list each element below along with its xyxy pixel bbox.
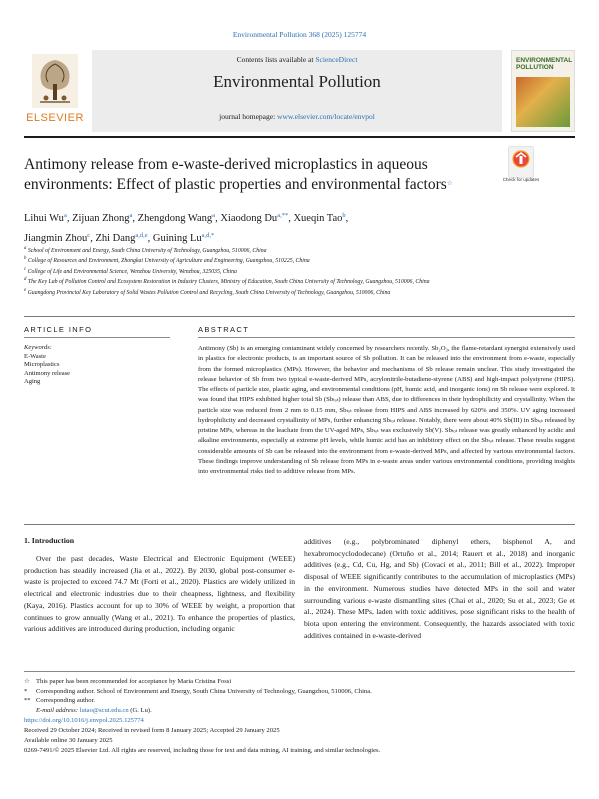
- keyword-item: Antimony release: [24, 369, 71, 377]
- affiliation-text: The Key Lab of Pollution Control and Ecosystem Restoration in Industry Clusters, Ministry of Education, South China University of Technology, Guangzhou, 510006, China: [27, 279, 430, 286]
- footnotes: [24, 677, 575, 715]
- article-info-heading: ARTICLE INFO: [24, 325, 93, 334]
- affiliation-text: College of Life and Environmental Science, Wenzhou University, Wenzhou, 325035, China: [27, 268, 237, 275]
- elsevier-logo[interactable]: [24, 50, 86, 132]
- affiliation-text: Guangdong Provincial Key Laboratory of Solid Wastes Pollution Control and Recycling, South China University of Technology, Guangzhou, 510006, China: [27, 289, 391, 296]
- body-divider: [24, 524, 575, 525]
- affiliation-mark: e: [24, 287, 27, 293]
- journal-reference[interactable]: Environmental Pollution 368 (2025) 125774: [232, 30, 367, 39]
- author-affiliation-mark[interactable]: c: [87, 232, 91, 239]
- author-name[interactable]: Jiangmin Zhou: [24, 233, 88, 244]
- author-affiliation-mark[interactable]: a: [129, 212, 133, 219]
- affiliation-mark: d: [24, 277, 27, 283]
- author-name[interactable]: Xiaodong Du: [220, 213, 278, 224]
- affiliation-text: College of Resources and Environment, Zhongkai University of Agriculture and Engineering, Guangzhou, 510225, China: [27, 258, 310, 265]
- section-heading-introduction: 1. Introduction: [24, 536, 75, 545]
- sciencedirect-link[interactable]: ScienceDirect: [315, 55, 358, 64]
- footnote-item: [24, 687, 575, 697]
- check-for-updates-label: Check for updates: [502, 177, 540, 182]
- email-suffix: (G. Lu).: [128, 706, 152, 714]
- footnote-item: [24, 696, 575, 706]
- author-name[interactable]: Zijuan Zhong: [72, 213, 130, 224]
- article-title-text: Antimony release from e-waste-derived microplastics in aqueous environments: Effect of plastic properties and environmental factors: [24, 156, 447, 193]
- author-affiliation-mark[interactable]: a: [63, 212, 67, 219]
- affiliation-item: [24, 287, 575, 297]
- homepage-prefix: journal homepage:: [219, 112, 278, 121]
- article-title: [24, 155, 504, 194]
- journal-header: [24, 50, 575, 132]
- author-affiliation-mark[interactable]: a,d,*: [201, 232, 215, 239]
- author-name[interactable]: Zhengdong Wang: [137, 213, 213, 224]
- abstract-body: Antimony (Sb) is an emerging contaminant widely concerned by researchers recently. Sb₂O₃, the flame-retardant synergist extensively used in plastics for electronic products, is an important source of Sb pollution. It can be released into the environment from e-waste, especially from the formed microplastics (MPs). However, the behavior and mechanisms of Sb release remain unclear. This study investigated the release behavior of Sb from two typical e-waste-derived MPs, acrylonitrile-butadiene-styrene (ABS) and high-impact polystyrene (HIPS). The effects of particle size, plastic aging, and environmental conditions (pH, humic acid, and inorganic ions) on Sb release were explored. It was found that HIPS exhibited higher total Sb (Sbₜₒₜ) release than ABS, due to differences in their hydrophilicity and crystallinity. When the particle size was reduced from 2 mm to 0.15 mm, Sbₜₒₜ release from HIPS and ABS increased by 620% and 350%. UV aging increased hydrophilicity and decreased crystallinity of MPs, further enhancing Sbₜₒₜ release. Notably, there were about 40% Sb(III) in Sbₜₒₜ released by pristine MPs, whereas in the leachate from the UV-aged MPs, Sbₜₒₜ was exclusively Sb(V). Sbₜₒₜ release was greatly enhanced by acidic and alkaline environments, especially at extreme pH levels, while humic acid has an inhibitory effect on the Sbₜₒₜ release. These results suggest considerable amounts of Sb can be released into the environment from e-waste-derived MPs, and affected by various environmental factors. These findings improve understanding of Sb release from MPs in e-waste areas under various environmental conditions, providing insights into environmental risks tied to additive release from MPs.: [198, 345, 575, 475]
- header-divider: [24, 136, 575, 138]
- article-info-divider: [24, 337, 170, 338]
- affiliation-item: [24, 266, 575, 276]
- abstract-divider: [198, 337, 575, 338]
- author-name[interactable]: Zhi Dang: [95, 233, 136, 244]
- publication-info: [24, 716, 575, 756]
- author-name[interactable]: Lihui Wu: [24, 213, 64, 224]
- contents-available-line: [92, 55, 502, 64]
- available-online-date: Available online 30 January 2025: [24, 737, 113, 744]
- email-label: E-mail address:: [36, 706, 80, 714]
- intro-paragraph-right: additives (e.g., polybrominated diphenyl ethers, bisphenol A, and hexabromocyclododecane) (Ortuño et al., 2014; Rauert et al., 2018) and inorganic additives (e.g., Cd, Cu, Hg, and Sb) (Covaci et al., 2011; Bill et al., 2022). Improper disposal of WEEE significantly contributes to the accumulation of microplastics (MPs) in the environment. Numerous studies have detected MPs in the soil and water surrounding various e-waste dismantling sites (Chai et al., 2020; Su et al., 2023; Ge et al., 2024). These MPs, laden with toxic additives, pose significant risks to the health of biota upon entering the environment. Consequently, the hazards associated with toxic additives contained in e-waste-derived: [304, 537, 575, 640]
- intro-paragraph-left: Over the past decades, Waste Electrical and Electronic Equipment (WEEE) production has steadily increased (Jia et al., 2022). By 2030, global post-consumer e-waste is projected to exceed 74.7 Mt (Forti et al., 2020). Plastics are widely utilized in electrical and electronic industries due to their cheapness, lightness, and flexibility (Kaya, 2016). Plastics account for up to 30% of WEEE by weight, a proportion that continues to grow annually (Wang et al., 2021). To enhance the properties of plastics, various additives are introduced during production, including organic: [24, 554, 295, 634]
- footnote-text: Corresponding author.: [36, 697, 95, 704]
- publisher-name: ELSEVIER: [26, 112, 84, 124]
- keyword-item: Microplastics: [24, 361, 60, 368]
- affiliation-mark: c: [24, 266, 27, 272]
- footnote-divider: [24, 671, 575, 672]
- footnote-email: [24, 706, 575, 716]
- affiliation-item: [24, 245, 575, 255]
- journal-homepage-link[interactable]: www.elsevier.com/locate/envpol: [277, 112, 375, 121]
- copyright-notice: 0269-7491/© 2025 Elsevier Ltd. All rights are reserved, including those for text and data mining, AI training, and similar technologies.: [24, 747, 381, 754]
- cover-image: [516, 77, 570, 127]
- keywords-block: [24, 344, 170, 387]
- author-affiliation-mark[interactable]: a: [212, 212, 216, 219]
- author-name[interactable]: Guining Lu: [152, 233, 202, 244]
- title-footnote-mark[interactable]: ☆: [446, 180, 453, 187]
- footnote-mark: ☆: [24, 678, 30, 685]
- header-banner: [92, 50, 502, 132]
- author-affiliation-mark[interactable]: a,**: [277, 212, 289, 219]
- journal-homepage-line: [92, 112, 502, 121]
- affiliation-item: [24, 255, 575, 265]
- author-line-2: Jiangmin Zhou$^c$, Zhi Dang$^{a,d,e}$, Guining $Lu^{a,d,*}$: [24, 232, 215, 244]
- section-divider: [24, 316, 575, 317]
- doi-link[interactable]: https://doi.org/10.1016/j.envpol.2025.125774: [24, 717, 144, 724]
- affiliation-text: School of Environment and Energy, South China University of Technology, Guangzhou, 510006, China: [27, 247, 267, 254]
- footnote-item: [24, 677, 575, 687]
- footnote-mark: **: [24, 697, 31, 704]
- footnote-mark: *: [24, 687, 28, 695]
- contents-prefix: Contents lists available at: [236, 55, 316, 64]
- keyword-item: E-Waste: [24, 352, 46, 360]
- keyword-item: Aging: [24, 378, 41, 385]
- affiliation-item: [24, 276, 575, 286]
- email-link[interactable]: lutao@scut.edu.cn: [79, 706, 129, 714]
- author-list: [24, 207, 575, 247]
- author-name[interactable]: Xueqin Tao: [293, 213, 343, 224]
- cover-title: ENVIRONMENTAL POLLUTION: [516, 57, 573, 71]
- elsevier-tree-icon: [32, 54, 78, 108]
- keywords-label: Keywords:: [24, 344, 52, 351]
- author-affiliation-mark[interactable]: a,d,e: [135, 232, 148, 239]
- journal-cover-thumbnail[interactable]: [511, 50, 575, 132]
- check-for-updates-icon[interactable]: [508, 146, 534, 178]
- affiliation-mark: a: [24, 246, 27, 251]
- received-dates: Received 29 October 2024; Received in revised form 8 January 2025; Accepted 29 January 2025: [24, 727, 280, 734]
- footnote-text: This paper has been recommended for acceptance by Maria Cristina Fossi: [36, 678, 232, 685]
- author-affiliation-mark[interactable]: b: [342, 212, 346, 219]
- affiliation-list: [24, 245, 575, 297]
- footnote-text: Corresponding author. School of Environment and Energy, South China University of Technology, Guangzhou, 510006, China.: [36, 687, 372, 695]
- journal-title: Environmental Pollution: [213, 72, 381, 91]
- affiliation-mark: b: [24, 256, 27, 262]
- abstract-heading: ABSTRACT: [198, 325, 250, 334]
- author-line-1: Lihui Wu$^a$, Zijuan Zhong$^a$, Zhengdong Wang$^a$, Xiaodong $Du^{a,**}$, Xueqin Tao$^b$,: [24, 212, 349, 224]
